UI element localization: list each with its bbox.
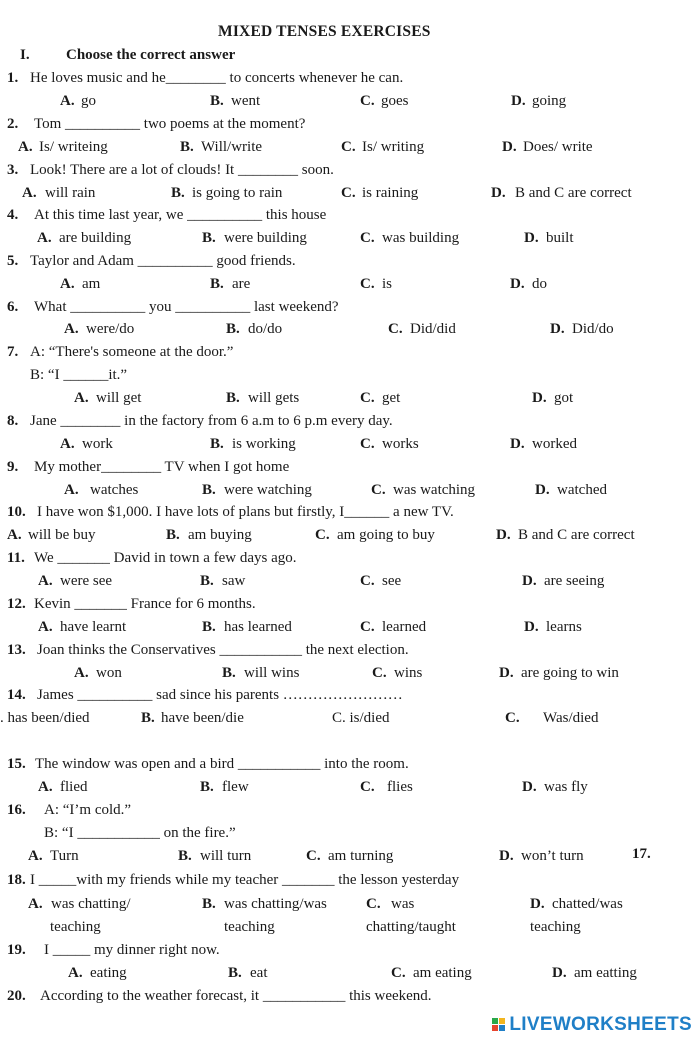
option-letter: D. bbox=[510, 436, 525, 452]
option-text: is bbox=[382, 276, 393, 292]
option-text-line-2: teaching bbox=[530, 919, 581, 935]
question-number: 3. bbox=[7, 162, 19, 178]
option-letter: D. bbox=[552, 965, 567, 981]
option-letter: A. bbox=[22, 185, 37, 201]
question-number: 12. bbox=[7, 596, 26, 612]
option-text: will turn bbox=[200, 848, 252, 864]
option-letter: C. bbox=[388, 321, 403, 337]
option-text: are seeing bbox=[544, 573, 605, 589]
option-letter: D. bbox=[522, 573, 537, 589]
option-letter: D. bbox=[499, 665, 514, 681]
question-number: 5. bbox=[7, 253, 19, 269]
question-number: 14. bbox=[7, 687, 26, 703]
option-letter: D. bbox=[550, 321, 565, 337]
option-letter: D. bbox=[522, 779, 537, 795]
option-text: learns bbox=[546, 619, 582, 635]
option-text: was bbox=[391, 896, 415, 912]
option-text: go bbox=[81, 93, 96, 109]
option-letter: A. bbox=[18, 139, 33, 155]
question-stem: The window was open and a bird ___________ into the room. bbox=[35, 756, 409, 772]
option-text: B and C are correct bbox=[515, 185, 632, 201]
option-text: have been/die bbox=[161, 710, 244, 726]
option-text: will gets bbox=[248, 390, 300, 406]
question-stem: According to the weather forecast, it ___________ this weekend. bbox=[40, 988, 432, 1004]
page-title: MIXED TENSES EXERCISES bbox=[218, 23, 431, 40]
question-stem: Jane ________ in the factory from 6 a.m to 6 p.m every day. bbox=[30, 413, 393, 429]
option-letter: D. bbox=[491, 185, 506, 201]
option-text: am turning bbox=[328, 848, 394, 864]
option-text: were building bbox=[224, 230, 307, 246]
option-letter: D. bbox=[524, 230, 539, 246]
question-number: 10. bbox=[7, 504, 26, 520]
option-text: worked bbox=[532, 436, 577, 452]
option-text: has learned bbox=[224, 619, 292, 635]
option-letter: A. bbox=[74, 665, 89, 681]
option-text: is working bbox=[232, 436, 296, 452]
option-letter: B. bbox=[228, 965, 242, 981]
option-letter: B. bbox=[226, 390, 240, 406]
question-stem: Kevin _______ France for 6 months. bbox=[34, 596, 256, 612]
option-letter: D. bbox=[535, 482, 550, 498]
option-text: goes bbox=[381, 93, 409, 109]
option-text: went bbox=[231, 93, 261, 109]
option-text: Was/died bbox=[543, 710, 599, 726]
option-text: Will/write bbox=[201, 139, 263, 155]
question-stem: I _____with my friends while my teacher _______ the lesson yesterday bbox=[30, 872, 460, 888]
option-letter: C. bbox=[341, 185, 356, 201]
question-stem-line-2: B: “I ___________ on the fire.” bbox=[44, 825, 236, 841]
option-letter: A. bbox=[64, 321, 79, 337]
option-letter: C. bbox=[360, 390, 375, 406]
option-text: were watching bbox=[224, 482, 312, 498]
option-text: will rain bbox=[45, 185, 96, 201]
question-stem: My mother________ TV when I got home bbox=[34, 459, 290, 475]
option-text: won bbox=[96, 665, 122, 681]
option-letter: B. bbox=[202, 896, 216, 912]
stray-question-number: 17. bbox=[632, 846, 651, 862]
section-instruction: Choose the correct answer bbox=[66, 47, 236, 63]
option-letter: C. bbox=[360, 779, 375, 795]
option-text: do bbox=[532, 276, 547, 292]
option-letter: B. bbox=[141, 710, 155, 726]
option-text: wins bbox=[394, 665, 423, 681]
option-text: B and C are correct bbox=[518, 527, 635, 543]
option-letter: D. bbox=[496, 527, 511, 543]
option-letter: B. bbox=[166, 527, 180, 543]
option-letter: D. bbox=[499, 848, 514, 864]
liveworksheets-logo[interactable] bbox=[492, 1013, 692, 1037]
option-text: chatted/was bbox=[552, 896, 623, 912]
logo-mark-icon bbox=[492, 1017, 506, 1033]
option-letter: A. bbox=[64, 482, 79, 498]
option-letter: A. bbox=[28, 848, 43, 864]
option-text: Turn bbox=[50, 848, 79, 864]
option-text: flew bbox=[222, 779, 249, 795]
option-text: are going to win bbox=[521, 665, 619, 681]
option-text: . has been/died bbox=[0, 710, 90, 726]
option-text: saw bbox=[222, 573, 246, 589]
option-letter: C. bbox=[391, 965, 406, 981]
option-letter: A. bbox=[74, 390, 89, 406]
option-text: is raining bbox=[362, 185, 419, 201]
option-letter: D. bbox=[532, 390, 547, 406]
option-text: was chatting/was bbox=[224, 896, 327, 912]
option-letter: C. bbox=[360, 276, 375, 292]
option-letter: A. bbox=[60, 436, 75, 452]
option-text: am bbox=[82, 276, 101, 292]
question-stem: At this time last year, we __________ this house bbox=[34, 207, 327, 223]
question-stem-line-2: B: “I ______it.” bbox=[30, 367, 128, 383]
option-text-line-2: chatting/taught bbox=[366, 919, 456, 935]
option-letter: D. bbox=[502, 139, 517, 155]
option-text: was fly bbox=[544, 779, 588, 795]
option-text: work bbox=[82, 436, 113, 452]
option-text-line-2: teaching bbox=[50, 919, 101, 935]
option-letter: A. bbox=[28, 896, 43, 912]
question-number: 15. bbox=[7, 756, 26, 772]
option-text: going bbox=[532, 93, 567, 109]
question-number: 4. bbox=[7, 207, 19, 223]
option-text: Is/ writing bbox=[362, 139, 425, 155]
question-stem: Taylor and Adam __________ good friends. bbox=[30, 253, 296, 269]
option-letter: B. bbox=[226, 321, 240, 337]
option-text: do/do bbox=[248, 321, 283, 337]
option-letter: B. bbox=[178, 848, 192, 864]
question-stem: What __________ you __________ last weekend? bbox=[34, 299, 339, 315]
option-text: am buying bbox=[188, 527, 252, 543]
question-number: 20. bbox=[7, 988, 26, 1004]
question-stem: Joan thinks the Conservatives ___________ the next election. bbox=[37, 642, 409, 658]
option-letter: B. bbox=[210, 276, 224, 292]
option-letter: A. bbox=[68, 965, 83, 981]
option-text: are bbox=[232, 276, 251, 292]
option-text: watched bbox=[557, 482, 607, 498]
question-number: 11. bbox=[7, 550, 25, 566]
option-letter: C. bbox=[505, 710, 520, 726]
option-letter: A. bbox=[7, 527, 22, 543]
question-number: 1. bbox=[7, 70, 19, 86]
option-letter: C. bbox=[372, 665, 387, 681]
option-text: eating bbox=[90, 965, 127, 981]
option-text: am eating bbox=[413, 965, 472, 981]
option-text: see bbox=[382, 573, 402, 589]
option-letter: D. bbox=[524, 619, 539, 635]
option-letter: B. bbox=[210, 93, 224, 109]
question-number: 6. bbox=[7, 299, 19, 315]
option-letter: A. bbox=[37, 230, 52, 246]
option-text-line-2: teaching bbox=[224, 919, 275, 935]
option-letter: C. bbox=[306, 848, 321, 864]
option-letter: A. bbox=[60, 276, 75, 292]
option-letter: B. bbox=[180, 139, 194, 155]
question-number: 16. bbox=[7, 802, 26, 818]
option-text: works bbox=[382, 436, 419, 452]
option-letter: B. bbox=[171, 185, 185, 201]
option-letter: B. bbox=[200, 779, 214, 795]
option-text: learned bbox=[382, 619, 427, 635]
option-text: get bbox=[382, 390, 401, 406]
option-text: Is/ writeing bbox=[39, 139, 108, 155]
question-stem: I _____ my dinner right now. bbox=[44, 942, 220, 958]
option-text: are building bbox=[59, 230, 132, 246]
option-text: won’t turn bbox=[521, 848, 584, 864]
question-number: 18. bbox=[7, 872, 26, 888]
logo-text: LIVEWORKSHEETS bbox=[509, 1014, 692, 1035]
option-letter: B. bbox=[210, 436, 224, 452]
option-letter: A. bbox=[38, 619, 53, 635]
option-letter: D. bbox=[510, 276, 525, 292]
option-letter: C. bbox=[315, 527, 330, 543]
question-number: 9. bbox=[7, 459, 19, 475]
option-text: am going to buy bbox=[337, 527, 435, 543]
option-text: flies bbox=[387, 779, 413, 795]
question-number: 2. bbox=[7, 116, 19, 132]
option-text: was building bbox=[382, 230, 460, 246]
option-letter: C. bbox=[360, 436, 375, 452]
option-letter: C. bbox=[371, 482, 386, 498]
question-number: 8. bbox=[7, 413, 19, 429]
option-text: Did/did bbox=[410, 321, 456, 337]
option-letter: B. bbox=[222, 665, 236, 681]
option-letter: A. bbox=[60, 93, 75, 109]
option-text: will get bbox=[96, 390, 142, 406]
option-letter: C. bbox=[360, 573, 375, 589]
option-text: flied bbox=[60, 779, 88, 795]
question-stem: Look! There are a lot of clouds! It ________ soon. bbox=[30, 162, 334, 178]
option-letter: A. bbox=[38, 573, 53, 589]
option-letter: B. bbox=[202, 619, 216, 635]
option-text: is going to rain bbox=[192, 185, 283, 201]
option-text: built bbox=[546, 230, 574, 246]
question-number: 13. bbox=[7, 642, 26, 658]
option-letter: C. bbox=[360, 93, 375, 109]
option-letter: B. bbox=[200, 573, 214, 589]
option-letter: B. bbox=[202, 482, 216, 498]
option-text: will be buy bbox=[28, 527, 96, 543]
option-text: were see bbox=[60, 573, 113, 589]
option-text: C. is/died bbox=[332, 710, 390, 726]
option-text: Did/do bbox=[572, 321, 614, 337]
option-letter: D. bbox=[511, 93, 526, 109]
question-stem: We _______ David in town a few days ago. bbox=[34, 550, 297, 566]
option-text: was watching bbox=[393, 482, 476, 498]
option-letter: C. bbox=[360, 619, 375, 635]
section-number: I. bbox=[20, 47, 30, 63]
option-letter: C. bbox=[341, 139, 356, 155]
option-letter: B. bbox=[202, 230, 216, 246]
option-letter: C. bbox=[360, 230, 375, 246]
option-text: got bbox=[554, 390, 574, 406]
option-letter: C. bbox=[366, 896, 381, 912]
question-stem: Tom __________ two poems at the moment? bbox=[34, 116, 306, 132]
option-text: have learnt bbox=[60, 619, 127, 635]
question-stem: A: “There's someone at the door.” bbox=[30, 344, 234, 360]
option-text: eat bbox=[250, 965, 268, 981]
question-stem: I have won $1,000. I have lots of plans but firstly, I______ a new TV. bbox=[37, 504, 454, 520]
question-number: 7. bbox=[7, 344, 19, 360]
question-number: 19. bbox=[7, 942, 26, 958]
question-stem: He loves music and he________ to concerts whenever he can. bbox=[30, 70, 404, 86]
question-stem: James __________ sad since his parents …………………… bbox=[37, 687, 403, 703]
question-stem: A: “I’m cold.” bbox=[44, 802, 132, 818]
option-letter: A. bbox=[38, 779, 53, 795]
option-text: watches bbox=[90, 482, 139, 498]
option-letter: D. bbox=[530, 896, 545, 912]
option-text: Does/ write bbox=[523, 139, 593, 155]
option-text: am eatting bbox=[574, 965, 637, 981]
option-text: were/do bbox=[86, 321, 135, 337]
option-text: was chatting/ bbox=[51, 896, 131, 912]
option-text: will wins bbox=[244, 665, 300, 681]
